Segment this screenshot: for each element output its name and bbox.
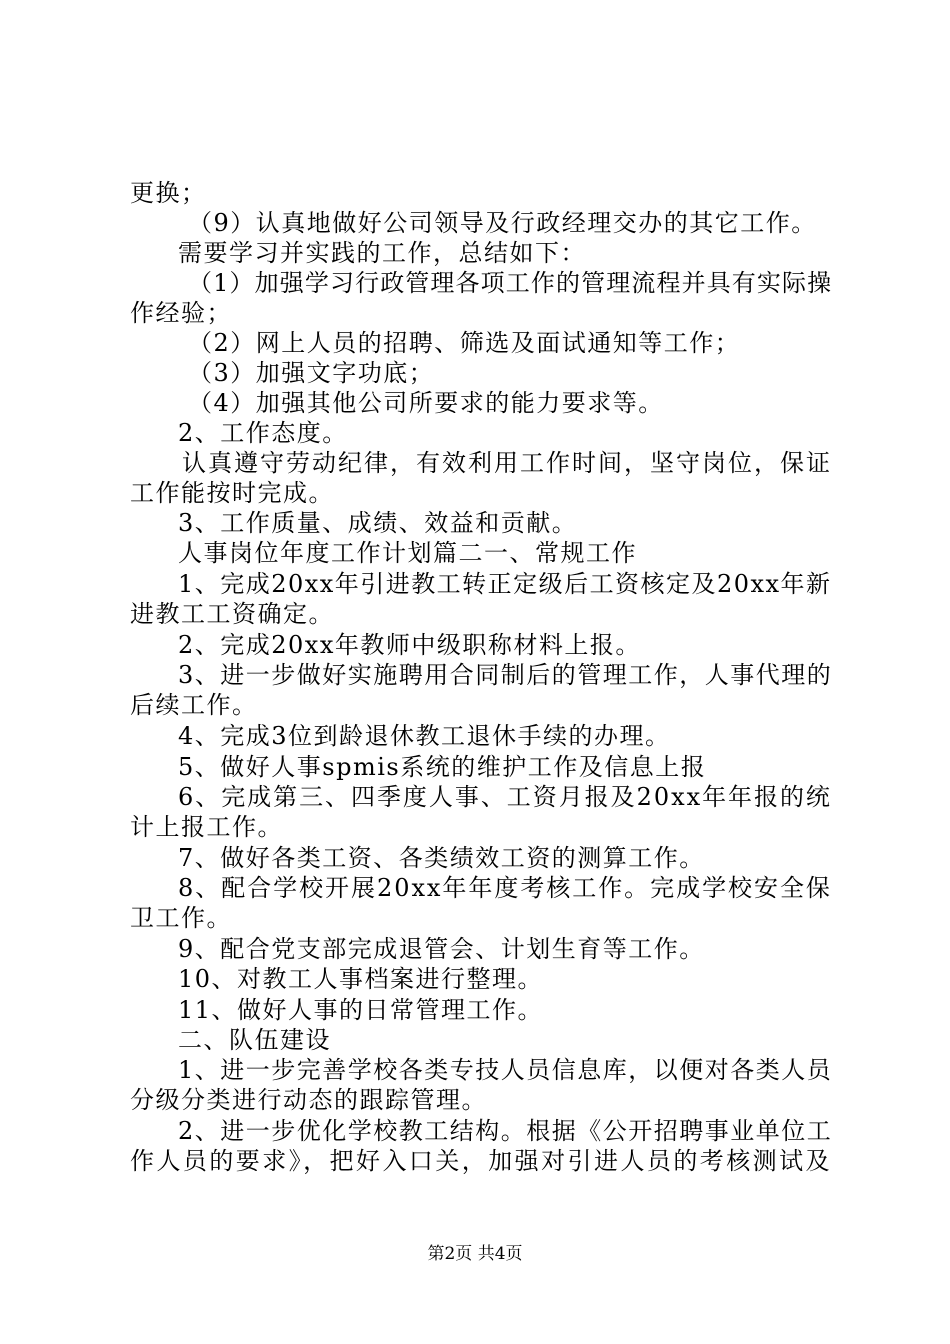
- text-line: 计上报工作。: [130, 813, 283, 841]
- text-line: 3、进一步做好实施聘用合同制后的管理工作，人事代理的: [178, 661, 833, 689]
- text-line: 作经验；: [130, 299, 232, 327]
- text-line: 2、完成20xx年教师中级职称材料上报。: [178, 631, 641, 659]
- text-line: 后续工作。: [130, 691, 258, 719]
- text-line: 2、进一步优化学校教工结构。根据《公开招聘事业单位工: [178, 1117, 833, 1145]
- page-footer: 第2页 共4页: [427, 1244, 523, 1264]
- text-line: （3）加强文字功底；: [188, 359, 435, 387]
- text-line: 卫工作。: [130, 904, 232, 932]
- text-line: 进教工工资确定。: [130, 600, 334, 628]
- text-line: 6、完成第三、四季度人事、工资月报及20xx年年报的统: [178, 783, 832, 811]
- text-line: 5、做好人事spmis系统的维护工作及信息上报: [178, 753, 707, 781]
- text-line: 1、完成20xx年引进教工转正定级后工资核定及20xx年新: [178, 570, 832, 598]
- text-line: 分级分类进行动态的跟踪管理。: [130, 1086, 487, 1114]
- text-line: 更换；: [130, 179, 207, 207]
- text-line: 人事岗位年度工作计划篇二一、常规工作: [178, 539, 637, 567]
- text-line: 工作能按时完成。: [130, 479, 334, 507]
- text-line: （2）网上人员的招聘、筛选及面试通知等工作；: [188, 329, 741, 357]
- text-line: 8、配合学校开展20xx年年度考核工作。完成学校安全保: [178, 874, 832, 902]
- text-line: （9）认真地做好公司领导及行政经理交办的其它工作。: [188, 209, 817, 237]
- text-line: 3、工作质量、成绩、效益和贡献。: [178, 509, 578, 537]
- text-line: 2、工作态度。: [178, 419, 348, 447]
- text-line: 需要学习并实践的工作，总结如下：: [178, 239, 586, 267]
- text-line: 认真遵守劳动纪律，有效利用工作时间，坚守岗位，保证: [182, 449, 832, 477]
- text-line: 9、配合党支部完成退管会、计划生育等工作。: [178, 935, 705, 963]
- text-line: 作人员的要求》，把好入口关，加强对引进人员的考核测试及: [130, 1147, 832, 1175]
- text-line: 4、完成3位到龄退休教工退休手续的办理。: [178, 722, 671, 750]
- text-line: 7、做好各类工资、各类绩效工资的测算工作。: [178, 844, 705, 872]
- text-line: 二、队伍建设: [178, 1026, 331, 1054]
- text-line: （4）加强其他公司所要求的能力要求等。: [188, 389, 664, 417]
- text-line: 1、进一步完善学校各类专技人员信息库，以便对各类人员: [178, 1056, 833, 1084]
- text-line: （1）加强学习行政管理各项工作的管理流程并具有实际操: [188, 269, 833, 297]
- text-line: 10、对教工人事档案进行整理。: [178, 965, 544, 993]
- text-line: 11、做好人事的日常管理工作。: [178, 996, 544, 1024]
